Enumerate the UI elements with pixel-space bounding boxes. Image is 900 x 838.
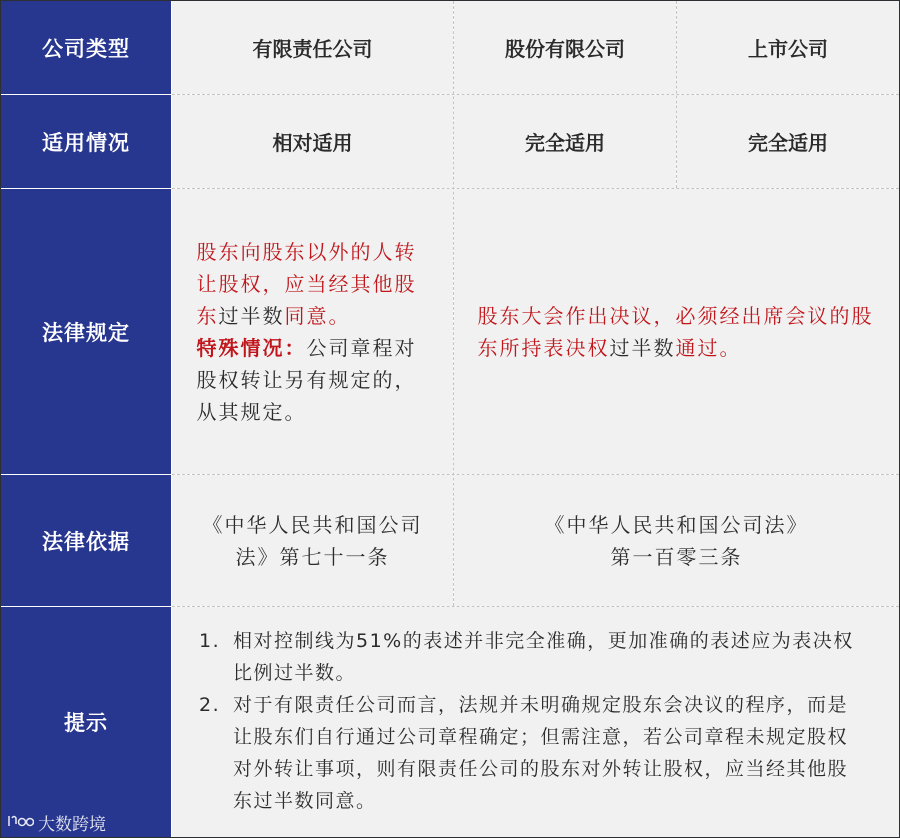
row-header-company-type: 公司类型 [1, 1, 171, 94]
cell-tips [172, 607, 899, 837]
legal-rule-llc-majority: 过半数 [218, 303, 285, 328]
row-divider [172, 94, 899, 95]
tips-list [199, 625, 867, 817]
legal-rule-llc-consent: 同意。 [284, 303, 351, 328]
header-divider [1, 94, 171, 95]
cell-company-type-listed: 上市公司 [677, 1, 899, 94]
cell-legal-basis-llc [172, 475, 453, 606]
row-header-tips: 提示 [1, 607, 171, 837]
cell-legal-rule-shares [454, 189, 899, 474]
cell-applicability-joint-stock: 完全适用 [454, 95, 676, 188]
legal-basis-shares-line2: 第一百零三条 [610, 544, 743, 569]
row-divider [172, 474, 899, 475]
header-divider [1, 474, 171, 475]
tip-text: 相对控制线为51%的表述并非完全准确，更加准确的表述应为表决权比例过半数。 [233, 630, 854, 684]
tip-item-1 [199, 625, 867, 689]
row-header-applicability: 适用情况 [1, 95, 171, 188]
cell-legal-basis-shares [454, 475, 899, 606]
legal-rule-shares-majority: 过半数 [609, 336, 676, 360]
row-divider [172, 188, 899, 189]
legal-basis-shares-line1: 《中华人民共和国公司法》 [544, 512, 809, 537]
legal-rule-shares-main: 股东大会作出决议，必须经出席会议的股东所持表决权 [477, 304, 874, 360]
cell-company-type-llc: 有限责任公司 [172, 1, 453, 94]
legal-rule-llc-main: 股东向股东以外的人转让股权，应当经其他股东 [196, 239, 417, 328]
cell-company-type-joint-stock: 股份有限公司 [454, 1, 676, 94]
legal-rule-shares-pass: 通过。 [675, 336, 742, 360]
tip-number: 1. [199, 630, 221, 652]
row-header-legal-basis: 法律依据 [1, 475, 171, 606]
cell-applicability-llc: 相对适用 [172, 95, 453, 188]
column-divider [676, 1, 677, 188]
tip-text: 对于有限责任公司而言，法规并未明确规定股东会决议的程序，而是让股东们自行通过公司章程确定；但需注意，若公司章程未规定股权对外转让事项，则有限责任公司的股东对外转让股权，应当经其他股东过半数同意。 [233, 694, 849, 812]
header-divider [1, 606, 171, 607]
cell-legal-rule-llc [172, 189, 453, 474]
legal-rule-llc-text [197, 236, 429, 428]
legal-rule-shares-text [478, 300, 876, 364]
watermark-text: 大数跨境 [38, 815, 106, 835]
row-header-legal-rule: 法律规定 [1, 189, 171, 474]
tip-item-2 [199, 689, 867, 817]
column-divider [453, 1, 454, 606]
header-divider [1, 188, 171, 189]
legal-rule-llc-special-text: 公司章程对股权转让另有规定的，从其规定。 [196, 335, 417, 424]
watermark-logo-icon [8, 813, 34, 833]
tip-number: 2. [199, 694, 221, 716]
legal-basis-llc-text: 《中华人民共和国公司法》第七十一条 [202, 512, 423, 569]
row-divider [172, 606, 899, 607]
legal-rule-llc-special-label: 特殊情况： [196, 335, 307, 360]
watermark [8, 810, 106, 835]
cell-applicability-listed: 完全适用 [677, 95, 899, 188]
